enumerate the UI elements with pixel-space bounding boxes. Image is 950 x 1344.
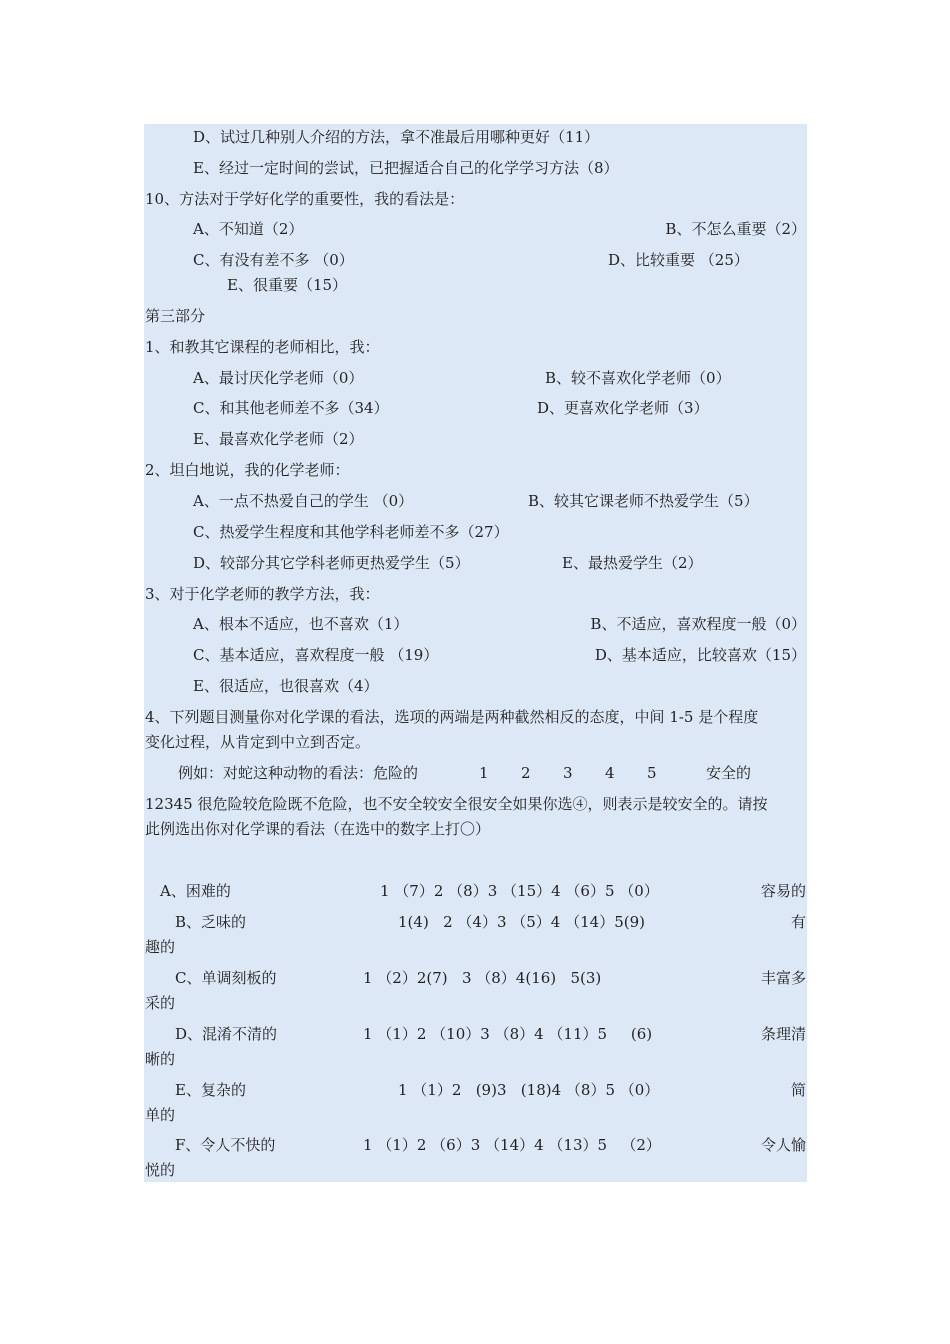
- q10-option-d: D、比较重要 （25）: [608, 251, 749, 269]
- item-c-left: C、单调刻板的: [175, 969, 277, 987]
- p3-q2-question: 2、坦白地说，我的化学老师：: [145, 461, 350, 479]
- p3-q3-option-b: B、不适应，喜欢程度一般（0）: [590, 615, 806, 633]
- p3-q2-option-a: A、一点不热爱自己的学生 （0）: [193, 492, 414, 510]
- q9-option-d: D、试过几种别人介绍的方法，拿不准最后用哪种更好（11）: [193, 128, 600, 146]
- p3-q2-option-c: C、热爱学生程度和其他学科老师差不多（27）: [193, 523, 509, 541]
- example-end-label: 安全的: [706, 764, 752, 782]
- item-a-scale: 1 （7）2 （8）3 （15）4 （6）5 （0）: [380, 882, 659, 900]
- item-a-left: A、困难的: [160, 882, 231, 900]
- item-e-right-wrap: 单的: [145, 1106, 176, 1124]
- example-scale-5: 5: [647, 764, 657, 782]
- p3-q3-question: 3、对于化学老师的教学方法，我：: [145, 585, 380, 603]
- p3-q1-option-b: B、较不喜欢化学老师（0）: [545, 369, 731, 387]
- p3-q2-option-d: D、较部分其它学科老师更热爱学生（5）: [193, 554, 470, 572]
- example-line: 例如：对蛇这种动物的看法：危险的: [178, 764, 419, 782]
- q10-question: 10、方法对于学好化学的重要性，我的看法是：: [145, 190, 465, 208]
- item-b-right-wrap: 趣的: [145, 938, 176, 956]
- p3-q2-option-e: E、最热爱学生（2）: [562, 554, 703, 572]
- q10-option-e: E、很重要（15）: [227, 276, 348, 294]
- item-c-right: 丰富多: [760, 969, 806, 987]
- item-e-right: 简: [790, 1081, 806, 1099]
- q10-option-b: B、不怎么重要（2）: [665, 220, 806, 238]
- q10-option-c: C、有没有差不多 （0）: [193, 251, 354, 269]
- example-scale-3: 3: [563, 764, 573, 782]
- item-f-scale: 1 （1）2 （6）3 （14）4 （13）5 （2）: [363, 1136, 661, 1154]
- p3-q1-question: 1、和教其它课程的老师相比，我：: [145, 338, 380, 356]
- item-a-right: 容易的: [760, 882, 806, 900]
- item-b-left: B、乏味的: [175, 913, 247, 931]
- p3-q4-question-line2: 变化过程，从肯定到中立到否定。: [145, 733, 371, 751]
- p3-q3-option-d: D、基本适应，比较喜欢（15）: [594, 646, 806, 664]
- p3-q2-option-b: B、较其它课老师不热爱学生（5）: [528, 492, 759, 510]
- p3-q4-question-line1: 4、下列题目测量你对化学课的看法，选项的两端是两种截然相反的态度，中间 1-5 是个程度: [145, 708, 759, 726]
- item-c-right-wrap: 采的: [145, 994, 176, 1012]
- item-e-scale: 1 （1）2 (9)3 (18)4 （8）5 （0）: [398, 1081, 660, 1099]
- item-f-right: 令人愉: [760, 1136, 806, 1154]
- q10-option-a: A、不知道（2）: [193, 220, 304, 238]
- example-scale-1: 1: [479, 764, 489, 782]
- p3-q1-option-c: C、和其他老师差不多（34）: [193, 399, 389, 417]
- item-f-right-wrap: 悦的: [145, 1161, 176, 1179]
- item-b-scale: 1(4) 2 （4）3 （5）4 （14）5(9): [398, 913, 645, 931]
- part3-heading: 第三部分: [145, 307, 206, 325]
- p3-q1-option-a: A、最讨厌化学老师（0）: [193, 369, 364, 387]
- item-e-left: E、复杂的: [175, 1081, 246, 1099]
- example-scale-4: 4: [605, 764, 615, 782]
- item-d-left: D、混淆不清的: [175, 1025, 278, 1043]
- p3-q3-option-e: E、很适应，也很喜欢（4）: [193, 677, 379, 695]
- q9-option-e: E、经过一定时间的尝试，已把握适合自己的化学学习方法（8）: [193, 159, 619, 177]
- item-d-right-wrap: 晰的: [145, 1050, 176, 1068]
- p3-q1-option-d: D、更喜欢化学老师（3）: [537, 399, 709, 417]
- example-note-line1: 12345 很危险较危险既不危险，也不安全较安全很安全如果你选④，则表示是较安全的。请按: [145, 795, 768, 813]
- item-d-scale: 1 （1）2 （10）3 （8）4 （11）5 (6): [363, 1025, 653, 1043]
- p3-q1-option-e: E、最喜欢化学老师（2）: [193, 430, 364, 448]
- item-d-right: 条理清: [760, 1025, 806, 1043]
- example-note-line2: 此例选出你对化学课的看法（在选中的数字上打〇）: [145, 820, 491, 838]
- p3-q3-option-c: C、基本适应，喜欢程度一般 （19）: [193, 646, 439, 664]
- item-c-scale: 1 （2）2(7) 3 （8）4(16) 5(3): [363, 969, 602, 987]
- item-b-right: 有: [790, 913, 806, 931]
- example-scale-2: 2: [521, 764, 531, 782]
- p3-q3-option-a: A、根本不适应，也不喜欢（1）: [193, 615, 409, 633]
- item-f-left: F、令人不快的: [175, 1136, 276, 1154]
